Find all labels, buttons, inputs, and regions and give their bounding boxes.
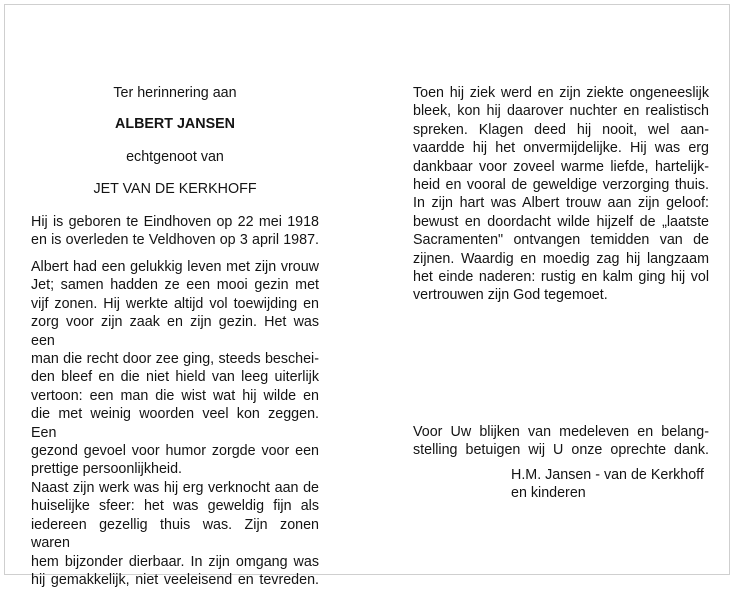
text-line: die met weinig woorden veel kon zeggen. Een [31,406,319,441]
text-line: Voor Uw blijken van medeleven en belang- [413,424,709,440]
text-line: en is overleden te Veldhoven op 3 april 1987. [31,232,319,249]
signature-line: H.M. Jansen - van de Kerkhoff [511,467,704,483]
text-line: Toen hij ziek werd en zijn ziekte ongeneeslijk [413,85,709,101]
signature-line: en kinderen [511,485,586,502]
thanks-paragraph [413,423,709,460]
illness-paragraph [413,84,709,305]
biography-paragraph [31,258,319,589]
text-line: spreken. Klagen deed hij nooit, wel aan- [413,121,709,138]
birth-death-paragraph [31,213,319,250]
text-line: vertoon: een man die wist wat hij wilde en [31,387,319,404]
text-line: dankbaar voor zoveel warme liefde, hartelijk- [413,158,709,175]
text-line: prettige persoonlijkheid. [31,461,183,478]
text-line: het einde naderen: rustig en kalm ging hij vol [413,269,709,286]
text-line: hij gemakkelijk, niet veeleisend en tevreden. [31,571,319,588]
text-line: Jet; samen hadden ze een mooi gezin met [31,277,319,294]
text-line: den bleef en die niet hield van leeg uiterlijk [31,369,319,386]
text-line: vertrouwen zijn God tegemoet. [413,287,608,304]
text-line: bewust en doordacht wilde hijzelf de „laatste [413,213,709,230]
text-line: vaardde hij het onvermijdelijke. Hij was erg [413,140,709,157]
text-line: stelling betuigen wij U onze oprechte dank. [413,442,709,459]
text-line: Hij is geboren te Eindhoven op 22 mei 1918 [31,214,319,230]
spouse-name: JET VAN DE KERKHOFF [93,181,257,197]
text-line: zorg voor zijn zaak en zijn gezin. Het was een [31,314,319,349]
text-line: huiselijke sfeer: het was geweldig fijn als [31,498,319,515]
deceased-name: ALBERT JANSEN [115,116,235,132]
text-line: zijnen. Waardig en moedig zag hij langzaam [413,250,709,267]
text-line: bleek, kon hij daarover nuchter en realistisch [413,103,709,120]
text-line: hem bijzonder dierbaar. In zijn omgang was [31,553,319,570]
text-line: gezond gevoel voor humor zorgde voor een [31,443,319,460]
text-line: vijf zonen. Hij werkte altijd vol toewijding en [31,295,319,312]
text-line: In zijn hart was Albert trouw aan zijn geloof: [413,195,709,212]
text-line: man die recht door zee ging, steeds beschei- [31,351,319,368]
memorial-heading: Ter herinnering aan [113,85,237,101]
signature-block [511,466,711,503]
text-line: iedereen gezellig thuis was. Zijn zonen waren [31,516,319,552]
memorial-card [4,4,730,588]
text-line: heid en vooral de geweldige verzorging thuis. [413,177,709,194]
relation-label: echtgenoot van [126,149,224,165]
text-line: Sacramenten" ontvangen temidden van de [413,232,709,249]
text-line: Albert had een gelukkig leven met zijn vrouw [31,259,319,275]
text-line: Naast zijn werk was hij erg verknocht aan de [31,479,319,496]
